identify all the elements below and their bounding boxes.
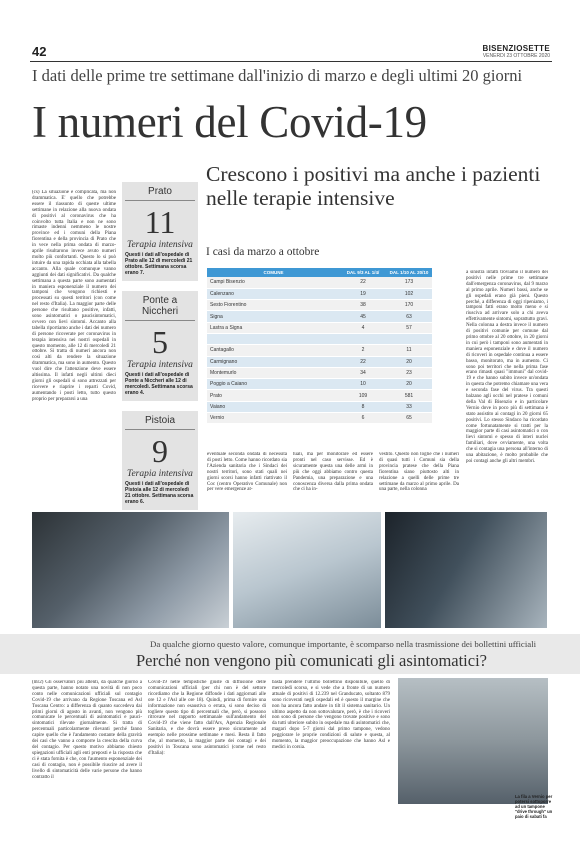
article-column-1: (cs) La situazione è complicata, ma non drammatica. E' quello che potrebbe essere il riassunto di queste ultime settimane in relazione alla nuova ondata di positivi al coronavirus che ha coinvolto tutta Italia e non ne sono rimaste indenni nemmeno le nostre province ed i comuni della Piana fiorentina e della provincia di Prato che in vece nella prima ondata di marzo-aprile risultarono invece avuto numeri molto più confortanti. Questo lo si può intuire da una rapida occhiata alla tabella accanto. Alla quale comunque vanno aggiunti dei dati significativi. Da qualche settimana a questa parte sono aumentati in maniera esponenziale il numero dei tamponi che vengono richiesti e processati su questi territori (con come nel resto d'Italia). La maggior parte delle persone che risultano positive, infatti, sono asintomatici o paucisintomatici, ovvero con lievi sintomi. Accanto alla tabella riportiamo anche i dati dei numero di persone ricoverate per coronavirus in terapia intensiva nei nostri ospedali in questo momento, alle 12 di mercoledì 21 ottobre. Si tratta di numeri ancora non così alti da rendere la situazione drammatica, ma sono in aumento. Questo vuol dire che l'attenzione deve essere altissima. Il infatti negli ultimi dieci giorni gli ospedali si sono attrezzati per ricevere e riaprire i reparti Covid, aumentando i posti letto, tutto questo proprio per prepararsi a una (32, 190, 116, 402)
icu-count: 11 (144, 204, 176, 240)
icu-label: Terapia intensiva (127, 360, 193, 370)
cell-value: 22 (340, 277, 386, 288)
table-row (207, 300, 432, 311)
article-subhead: Crescono i positivi ma anche i pazienti nelle terapie intensive (206, 162, 541, 210)
article2-headline: Perché non vengono più comunicati gli asintomatici? (136, 651, 487, 670)
cell-value: 19 (340, 288, 386, 299)
table-title: I casi da marzo a ottobre (206, 246, 320, 258)
cell-value: 63 (386, 311, 432, 322)
cell-value: 38 (340, 300, 386, 311)
cell-value: 109 (340, 390, 386, 401)
cases-table (207, 268, 432, 424)
icu-box-ponte-a-niccheri (122, 291, 198, 401)
cell-value: 23 (386, 367, 432, 378)
divider (125, 320, 195, 321)
icu-city: Ponte a Niccheri (141, 295, 179, 317)
icu-note: Questi i dati all'ospedale di Prato alle 12 di mercoledì 21 ottobre. Settimana scorsa erano 7. (125, 252, 193, 276)
cell-value: 173 (386, 277, 432, 288)
icu-box-pistoia (122, 411, 198, 510)
article-column-4: vestito. Questo non toglie che i numeri di quasi tutti i Comuni sia della provincia pratese che della Piana fiorentina siano piuttosto alti in relazione a quelli delle prime tre settimane da marzo al primo aprile. Da una parte, nella colonna (379, 452, 459, 493)
photo-medical-staff (32, 512, 229, 628)
table-row (207, 333, 432, 344)
cell-comune: Prato (207, 390, 340, 401)
table-header-row (207, 268, 432, 277)
icu-note: Questi i dati all'ospedale di Pistoia alle 12 di mercoledì 21 ottobre. Settimana scorsa erano 6. (125, 481, 194, 505)
page-number: 42 (32, 44, 47, 59)
cell-comune (207, 333, 340, 344)
cell-value: 65 (386, 413, 432, 424)
cell-value: 2 (340, 345, 386, 356)
table-row (207, 322, 432, 333)
article-column-2: eventuale seconda ondata di necessità di posti letto. Come hanno ricordato sia l'Azienda sanitaria che i Sindaci dei nostri territori, sono stati quali nei giorni scorsi hanno infatti riattivato il Coc (centro Operativo Comunale) non per vere emergenze at- (207, 452, 287, 493)
cell-value: 34 (340, 367, 386, 378)
icu-note: Questi i dati all'ospedale di Ponte a Niccheri alle 12 di mercoledì. Settimana scorsa erano 4. (125, 372, 193, 396)
table-row (207, 345, 432, 356)
table-row (207, 390, 432, 401)
divider (125, 200, 195, 201)
cell-value: 102 (386, 288, 432, 299)
cell-comune: Cantagallo (207, 345, 340, 356)
article-column-3: tuali, ma per monitorare ed essere pronti nel caso servisse. Ed è sicuramente questa una delle armi in più che oggi abbiamo contro questa Pandemia, una preparazione e una conoscenza diversa dalla prima ondata che ci ha in- (293, 452, 373, 493)
photo-caption: La fila a Vernio per potersi sottoporre ad un tampone "drive through" un paio di sabati fa (515, 794, 553, 819)
cell-comune: Vernio (207, 413, 340, 424)
table-row (207, 356, 432, 367)
table-row (207, 401, 432, 412)
cell-value (340, 333, 386, 344)
table-row (207, 277, 432, 288)
table-row (207, 288, 432, 299)
cell-comune: Carmignano (207, 356, 340, 367)
masthead-brand: BISENZIOSETTE (482, 44, 550, 53)
cell-comune: Montemurlo (207, 367, 340, 378)
article-kicker: I dati delle prime tre settimane dall'inizio di marzo e degli ultimi 20 giorni (32, 66, 523, 85)
masthead (483, 44, 550, 59)
cell-comune: Signa (207, 311, 340, 322)
column-header-comune: COMUNE (207, 268, 340, 277)
cell-comune: Vaiano (207, 401, 340, 412)
cell-value: 6 (340, 413, 386, 424)
cell-value (386, 333, 432, 344)
icu-city: Prato (148, 186, 172, 197)
article2-column-3: basta prendere l'ultimo bollettino disponibile, quello di mercoledì scorso, e si vede che a fronte di un numero attuale di positivi di 12.239 nel Granducato, soltanto 879 sono ricoverati negli ospedali ed è questo il margine che non ha ancora fatto andare in tilt il sistema sanitario. Un ultimo aspetto da non sottovalutare, però, è che i ricoveri non sono di persone che vengono trovate positive e sono da tutti ulteriore subito in ospedale ma di asintomatici che, magari dopo 5-7 giorni dal primo tampone, vedono peggiorare le proprie condizioni di salute e questa, al momento, la maggior preoccupazione che hanno Asl e medici in corsia. (272, 680, 390, 750)
cell-value: 45 (340, 311, 386, 322)
icu-box-prato (122, 182, 198, 281)
icu-count: 5 (152, 324, 168, 360)
cell-comune: Campi Bisenzio (207, 277, 340, 288)
table-row (207, 367, 432, 378)
icu-count: 9 (152, 433, 168, 469)
cell-value: 20 (386, 356, 432, 367)
icu-label: Terapia intensiva (127, 469, 193, 479)
table-row (207, 311, 432, 322)
cell-value: 8 (340, 401, 386, 412)
photo-ambulance (385, 512, 547, 628)
cell-value: 57 (386, 322, 432, 333)
table-row (207, 379, 432, 390)
cell-value: 10 (340, 379, 386, 390)
article2-column-2: Covid-19 nelle tempistiche giuste di diffusione delle comunicazioni ufficiali (per chi non è del settore ricordiamo che la Regione diffonde i dati aggiornati alle ore 12 e l'Asl alle ore 18). Quindi, prima di fornire una informazione non esaustiva o errata, si sono deciso di togliere questo tipo di percentuali che, però, si possono ritrovare nel rapporto settimanale sull'andamento del Covid-19 che viene fatto dall'Ars, Agenzia Regionale Sanitaria, e che dovrà essere preso sicuramente ad esempio nelle prossime settimane e mesi. Resta il fatto che, al momento, la maggior parte dei contagi e dei positivi in Toscana sono asintomatici (come nel resto d'Italia): (148, 680, 266, 756)
icu-label: Terapia intensiva (127, 240, 193, 250)
top-rule (30, 61, 552, 62)
photo-drive-through-queue (398, 678, 548, 804)
cell-value: 33 (386, 401, 432, 412)
cell-value: 22 (340, 356, 386, 367)
article2-kicker: Da qualche giorno questo valore, comunque importante, è scomparso nella trasmissione dei bollettini ufficiali (150, 639, 537, 649)
article-headline: I numeri del Covid-19 (32, 97, 427, 147)
article2-column-1: (mr2) Gli osservatori più attenti, da qualche giorno a questa parte, hanno notato una novità di non poco conto nelle comunicazioni ufficiali sul contagio Covid-19 che arrivano da Regione Toscana ed Asl Toscana Centro: a differenza di quanto succedeva dai primi giorni di agosto in avanti, non vengono più comunicate le percentuali di asintomatici e pauci-sintomatici rilevate giornalmente. Si tratta di percentuali particolarmente rilevanti perché fanno capire quello che è l'andamento costante della gravità dei casi che vanno a comporre la crescita della curva del contagio. Per questo motivo abbiamo chiesto spiegazioni ufficiali agli enti preposti e la risposta che ci è stata fornita è che, con l'aumento esponenziale dei casi di contagio, non è possibile riuscire ad avere il livello di sintomaticità delle varie persone che hanno contratto il (32, 680, 142, 780)
cell-value: 4 (340, 322, 386, 333)
cell-comune: Calenzano (207, 288, 340, 299)
masthead-date: VENERDI 23 OTTOBRE 2020 (482, 53, 550, 59)
cell-comune: Lastra a Signa (207, 322, 340, 333)
cell-value: 170 (386, 300, 432, 311)
cell-comune: Sesto Fiorentino (207, 300, 340, 311)
cell-comune: Poggio a Caiano (207, 379, 340, 390)
article-column-5: a sinistra infatti troviamo il numero dei positivi nelle prime tre settimane dall'emergenza coronavirus, dal 9 marzo al primo aprile. Numeri bassi, anche se gli ospedali erano già pieni. Questo perché, a differenza di oggi ripeniamo, i tamponi fatti erano molto meno e si riusciva ad arrivare solo a chi aveva effettivamente sintomi, soprattutto gravi. Nella colonna a destra invece il numero di positivi comunie per comune dal primo ottobre al 20 ottobre, in 20 giorni in cui però i tamponi sono aumentati in maniera esponenziale e dove il numero di ricoveri in ospedale continua a essere basso, monitorato, ma in aumento. Ci sono poi territori che nella prima fase erano rimasti quasi "immuni" dal covid-19 e che hanno subito invece un'ondata in questa che potremo chiamare una vera e seconda fase del virus. Tra questi balzano agli occhi nel pratese i comuni della Val di Bisenzio e in particolare Vernio dove in poco più di settimana è stato assistito ai contagi in 20 giorni 65 positivi. Lo stesso Sindaco ha ricordato come fortunatamente si tratti per la maggior parte di casi asintomatici o con lievi sintomi e spesso di interi nuclei familiari, dove ovviamente, una volta che si contagia una persona all'interno di una abitazione, è molto probabile che poi contagi anche gli altri membri. (466, 270, 548, 464)
cell-value: 581 (386, 390, 432, 401)
table-row (207, 413, 432, 424)
icu-city: Pistoia (144, 415, 175, 426)
column-header-period-1: DAL 9/3 AL 1/4/ (340, 268, 386, 277)
column-header-period-2: DAL 1/10 AL 20/10 (386, 268, 432, 277)
cell-value: 11 (386, 345, 432, 356)
cell-value: 20 (386, 379, 432, 390)
photo-lab-worker (233, 512, 381, 628)
divider (125, 429, 195, 430)
icu-sidebar (122, 182, 198, 520)
